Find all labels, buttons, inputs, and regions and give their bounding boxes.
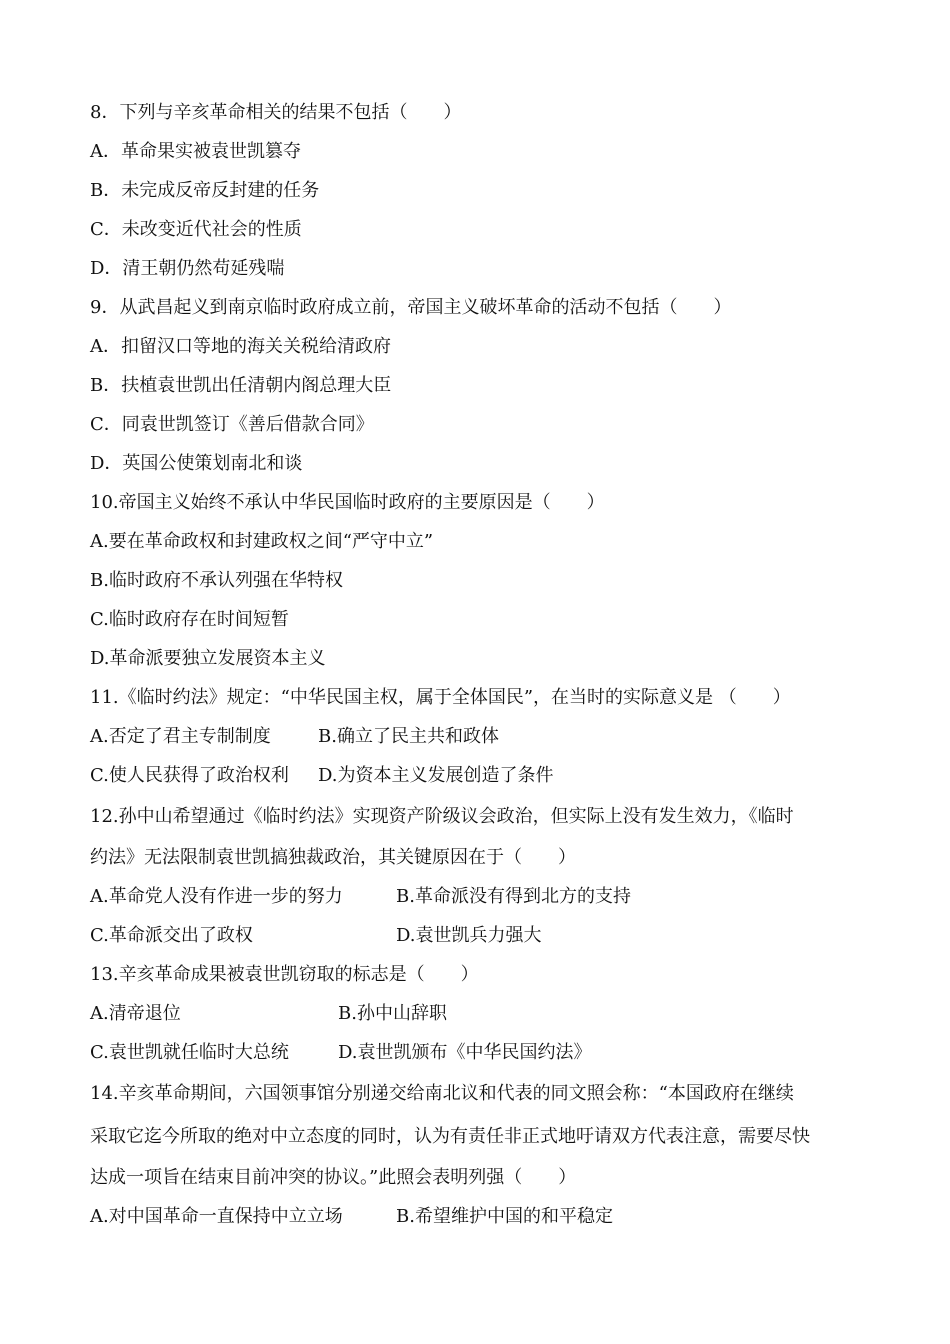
question-13-option-c: C.袁世凯就任临时大总统 xyxy=(90,1042,289,1063)
question-11-options-row-1 xyxy=(90,717,865,756)
question-9-stem: 9．从武昌起义到南京临时政府成立前，帝国主义破坏革命的活动不包括（ ） xyxy=(90,297,732,318)
question-10-option-a: A.要在革命政权和封建政权之间“严守中立” xyxy=(90,531,434,552)
question-12-options-row-2 xyxy=(90,916,865,955)
question-10-option-c: C.临时政府存在时间短暂 xyxy=(90,609,289,630)
question-8-stem: 8．下列与辛亥革命相关的结果不包括（ ） xyxy=(90,102,462,123)
question-8-option-d: D．清王朝仍然苟延残喘 xyxy=(90,258,285,279)
question-12-option-d: D.袁世凯兵力强大 xyxy=(396,925,542,946)
question-14-stem-line-1: 14.辛亥革命期间，六国领事馆分别递交给南北议和代表的同文照会称：“本国政府在继续 xyxy=(90,1083,794,1104)
question-12-option-c: C.革命派交出了政权 xyxy=(90,925,253,946)
question-11-option-b: B.确立了民主共和政体 xyxy=(318,726,499,747)
question-10-option-d: D.革命派要独立发展资本主义 xyxy=(90,648,326,669)
question-10-stem: 10.帝国主义始终不承认中华民国临时政府的主要原因是（ ） xyxy=(90,492,605,513)
question-14-options-row-1 xyxy=(90,1197,865,1236)
question-14-stem-line-3: 达成一项旨在结束目前冲突的协议。”此照会表明列强（ ） xyxy=(90,1167,577,1188)
question-11-option-a: A.否定了君主专制制度 xyxy=(90,726,271,747)
question-11-stem: 11.《临时约法》规定：“中华民国主权，属于全体国民”，在当时的实际意义是 （ ） xyxy=(90,687,791,708)
question-10-option-b: B.临时政府不承认列强在华特权 xyxy=(90,570,343,591)
question-14-stem-line-2: 采取它迄今所取的绝对中立态度的同时，认为有责任非正式地吁请双方代表注意，需要尽快 xyxy=(90,1126,810,1147)
question-13-options-row-2 xyxy=(90,1033,865,1072)
question-9-option-d: D．英国公使策划南北和谈 xyxy=(90,453,303,474)
question-13-option-d: D.袁世凯颁布《中华民国约法》 xyxy=(338,1042,592,1063)
question-8-option-a: A．革命果实被袁世凯篡夺 xyxy=(90,141,301,162)
question-12-options-row-1 xyxy=(90,877,865,916)
question-12-stem-line-1: 12.孙中山希望通过《临时约法》实现资产阶级议会政治，但实际上没有发生效力，《临时 xyxy=(90,806,794,827)
document-page xyxy=(90,93,865,1236)
question-8-option-c: C．未改变近代社会的性质 xyxy=(90,219,302,240)
question-11-option-c: C.使人民获得了政治权利 xyxy=(90,765,289,786)
question-8-option-b: B．未完成反帝反封建的任务 xyxy=(90,180,320,201)
question-11-options-row-2 xyxy=(90,756,865,795)
question-12-option-b: B.革命派没有得到北方的支持 xyxy=(396,886,631,907)
question-9-option-a: A．扣留汉口等地的海关关税给清政府 xyxy=(90,336,391,357)
question-9-option-b: B．扶植袁世凯出任清朝内阁总理大臣 xyxy=(90,375,392,396)
question-13-stem: 13.辛亥革命成果被袁世凯窃取的标志是（ ） xyxy=(90,964,479,985)
question-12-option-a: A.革命党人没有作进一步的努力 xyxy=(90,886,343,907)
question-14-option-b: B.希望维护中国的和平稳定 xyxy=(396,1206,613,1227)
question-13-option-b: B.孙中山辞职 xyxy=(338,1003,447,1024)
question-11-option-d: D.为资本主义发展创造了条件 xyxy=(318,765,554,786)
question-13-options-row-1 xyxy=(90,994,865,1033)
question-12-stem-line-2: 约法》无法限制袁世凯搞独裁政治，其关键原因在于（ ） xyxy=(90,847,576,868)
question-13-option-a: A.清帝退位 xyxy=(90,1003,181,1024)
question-14-option-a: A.对中国革命一直保持中立立场 xyxy=(90,1206,343,1227)
question-9-option-c: C．同袁世凯签订《善后借款合同》 xyxy=(90,414,374,435)
